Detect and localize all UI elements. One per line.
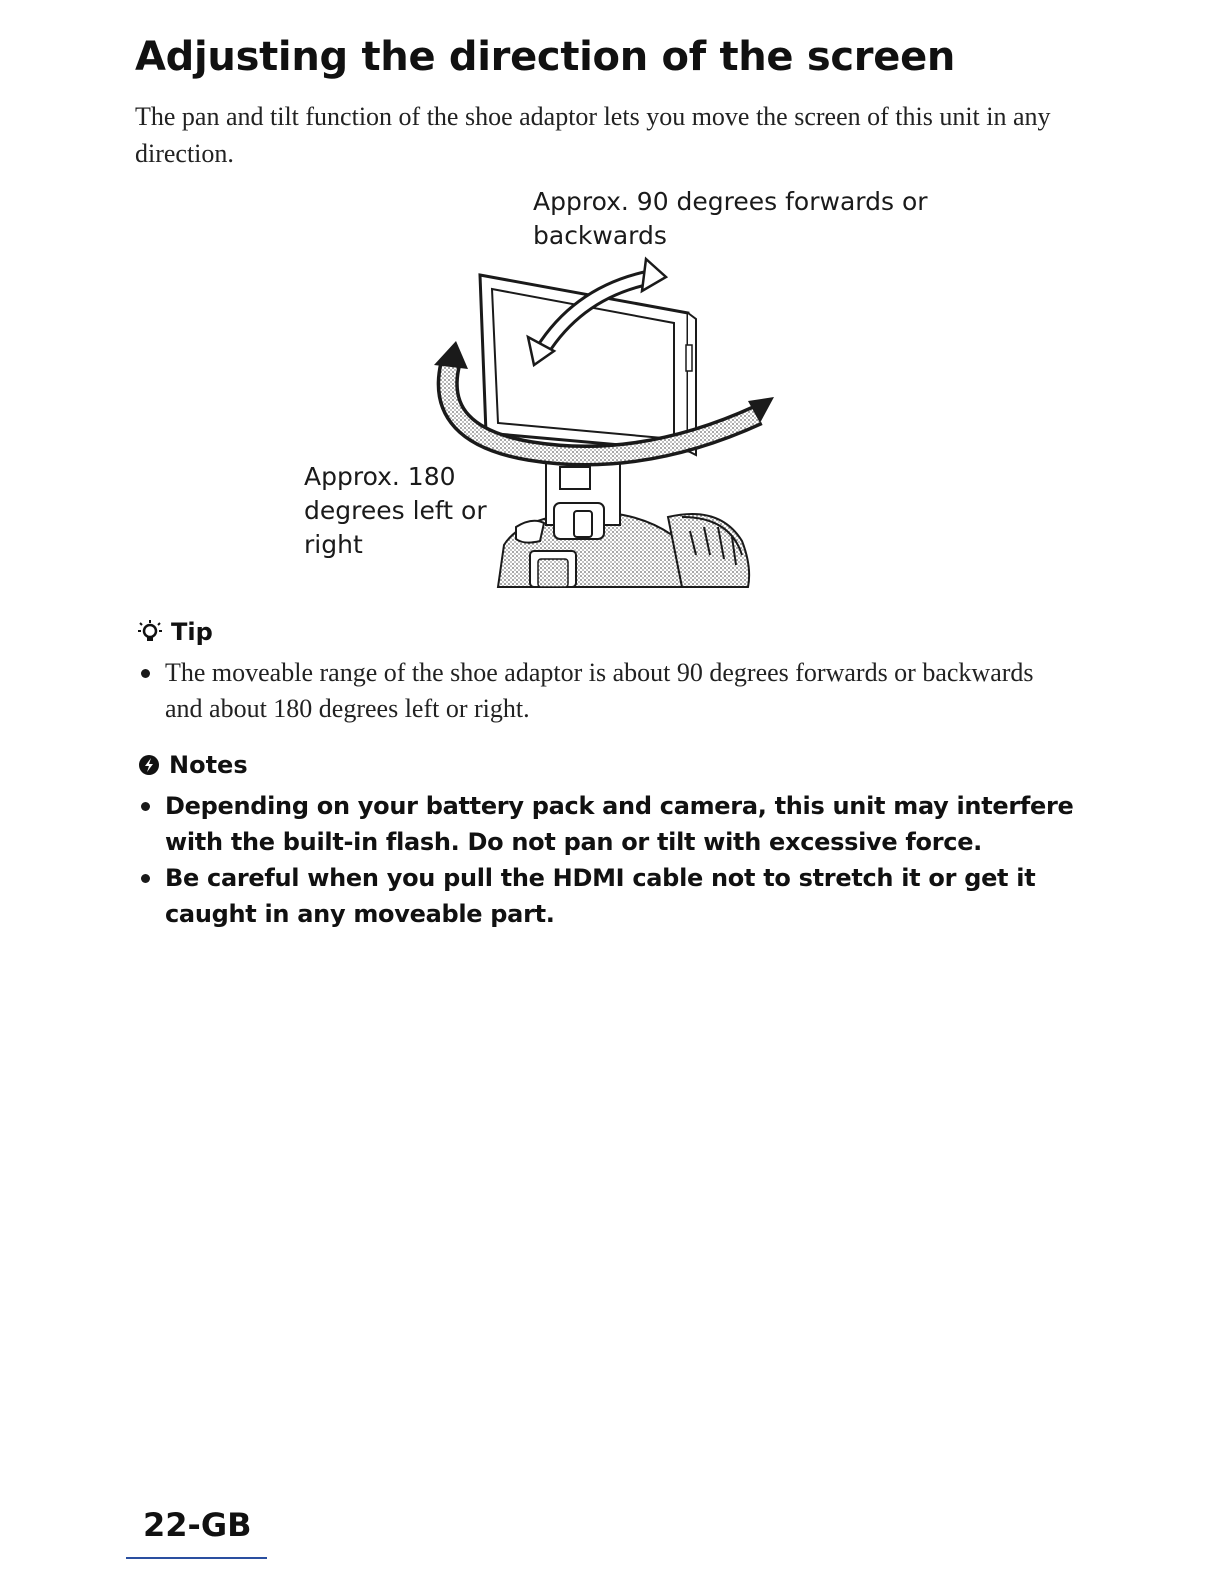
tip-heading [137, 618, 213, 646]
camera-body-illustration [498, 513, 749, 587]
notes-heading [137, 751, 248, 779]
notes-list [137, 788, 1117, 932]
notes-heading-label: Notes [169, 751, 248, 779]
note-item-text: Be careful when you pull the HDMI cable not to stretch it or get it caught in any moveable part. [165, 864, 1036, 928]
page-title: Adjusting the direction of the screen [135, 34, 956, 80]
tip-heading-label: Tip [171, 618, 213, 646]
list-item [137, 788, 1117, 860]
caution-icon [137, 753, 161, 777]
footer-divider [126, 1557, 267, 1559]
tip-item-text: The moveable range of the shoe adaptor is about 90 degrees forwards or backwards and about 180 degrees left or right. [165, 658, 1034, 723]
pan-caption: Approx. 180 degrees left or right [304, 462, 487, 559]
lightbulb-icon [137, 619, 163, 645]
intro-paragraph: The pan and tilt function of the shoe adaptor lets you move the screen of this unit in any direction. [135, 102, 1051, 168]
bullet-icon [141, 802, 150, 811]
bullet-icon [141, 669, 150, 678]
list-item [137, 655, 1037, 727]
tilt-caption: Approx. 90 degrees forwards or backwards [533, 187, 928, 250]
monitor-pan-tilt-illustration [420, 255, 800, 595]
note-item-text: Depending on your battery pack and camera, this unit may interfere with the built-in flash. Do not pan or tilt with excessive force. [165, 792, 1074, 856]
page-number: 22-GB [143, 1506, 252, 1544]
bullet-icon [141, 874, 150, 883]
tip-list [137, 655, 1037, 727]
list-item [137, 860, 1117, 932]
